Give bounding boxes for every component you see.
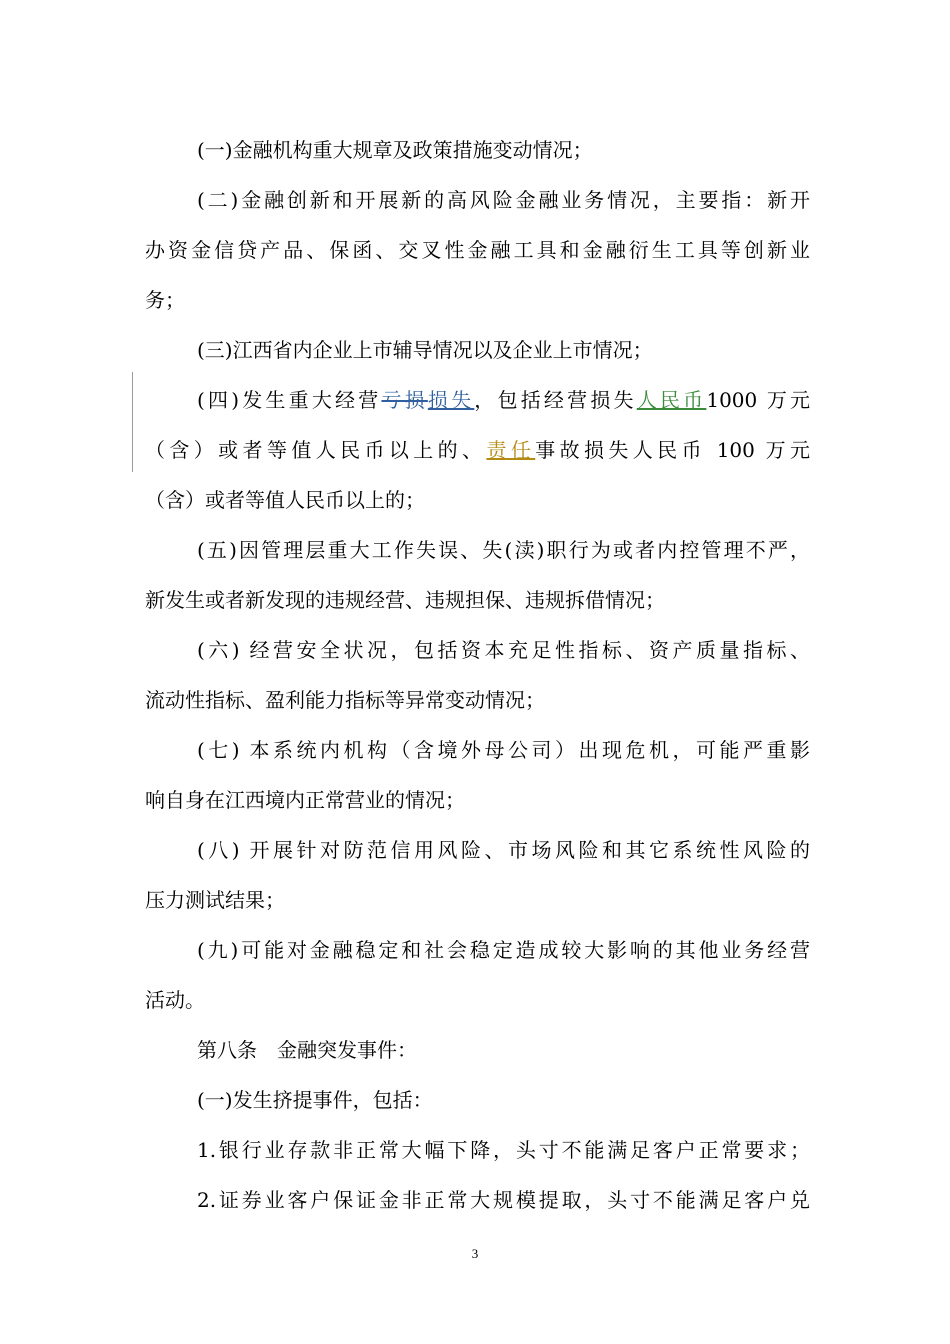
text-line-18: 活动。 [145,988,205,1012]
text-line-16: 压力测试结果； [145,888,285,912]
text-line-3: 办资金信贷产品、保函、交叉性金融工具和金融衍生工具等创新业 [145,238,810,262]
text-line-8: （含）或者等值人民币以上的； [145,488,425,512]
text-line-10: 新发生或者新发现的违规经营、违规担保、违规拆借情况； [145,588,665,612]
text-line-4: 务； [145,288,185,312]
article-heading: 第八条 金融突发事件： [197,1038,417,1062]
text-segment: (四)发生重大经营 [197,388,382,412]
text-segment: ，包括经营损失 [474,388,637,412]
text-line-21: 1.银行业存款非正常大幅下降，头寸不能满足客户正常要求； [197,1138,810,1162]
text-line-2: (二)金融创新和开展新的高风险金融业务情况，主要指：新开 [197,188,810,212]
text-line-11: (六) 经营安全状况，包括资本充足性指标、资产质量指标、 [197,638,810,662]
text-line-6 [197,386,810,414]
text-line-9: (五)因管理层重大工作失误、失(渎)职行为或者内控管理不严， [197,538,810,562]
deleted-text: 亏损 [381,388,428,412]
text-line-13: (七) 本系统内机构（含境外母公司）出现危机，可能严重影 [197,738,810,762]
revision-change-bar [132,372,133,472]
text-line-20: (一)发生挤提事件，包括： [197,1088,433,1112]
text-line-15: (八) 开展针对防范信用风险、市场风险和其它系统性风险的 [197,838,810,862]
text-line-12: 流动性指标、盈利能力指标等异常变动情况； [145,688,545,712]
text-segment: （含）或者等值人民币以上的、 [145,438,487,462]
text-segment: 事故损失人民币 100 万元 [535,438,811,462]
text-line-22: 2.证券业客户保证金非正常大规模提取，头寸不能满足客户兑 [197,1188,810,1212]
inserted-text: 责任 [486,438,536,462]
inserted-text: 人民币 [636,388,707,412]
text-line-14: 响自身在江西境内正常营业的情况； [145,788,465,812]
text-line-17: (九)可能对金融稳定和社会稳定造成较大影响的其他业务经营 [197,938,810,962]
text-segment: 1000 万元 [706,388,811,412]
inserted-text: 损失 [427,388,475,412]
text-line-5: (三)江西省内企业上市辅导情况以及企业上市情况； [197,338,653,362]
page-number: 3 [471,1246,479,1261]
text-line-1: (一)金融机构重大规章及政策措施变动情况； [197,138,593,162]
text-line-7 [145,436,810,464]
